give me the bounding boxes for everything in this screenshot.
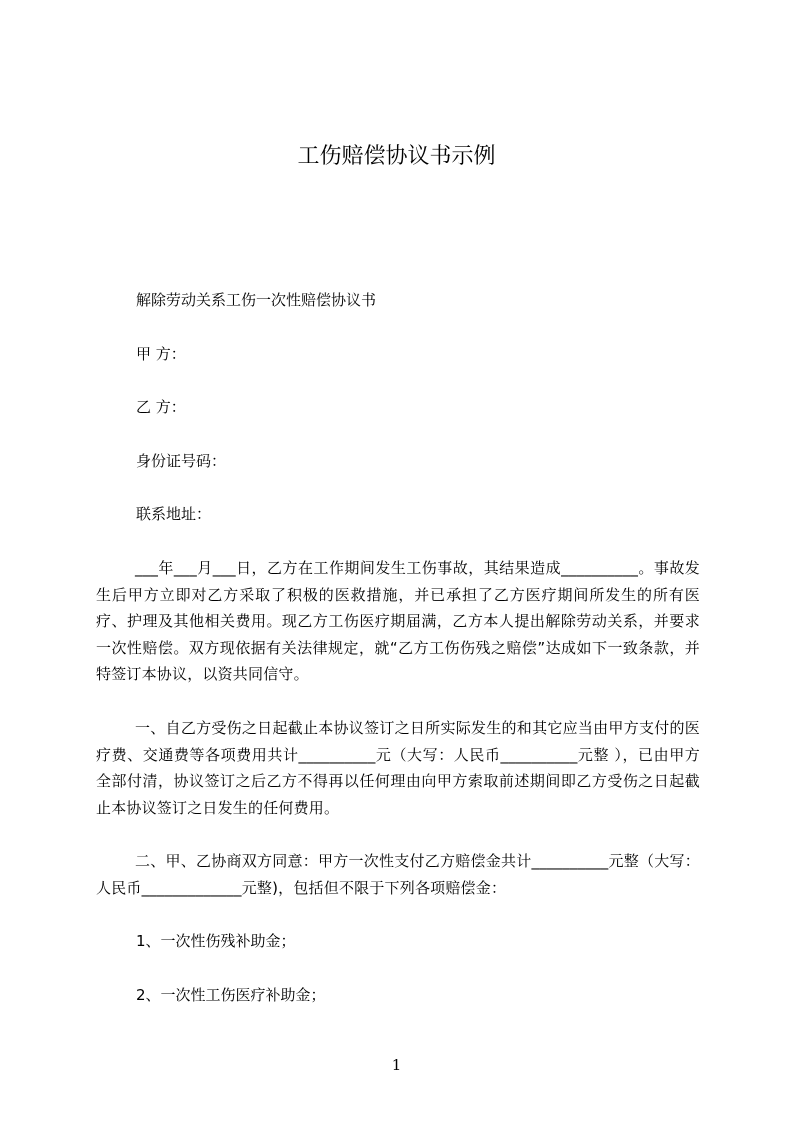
agreement-subtitle: 解除劳动关系工伤一次性赔偿协议书 [136,291,377,309]
document-title: 工伤赔偿协议书示例 [297,144,496,169]
id-number-label: 身份证号码： [136,452,227,470]
list-item: 1、一次性伤残补助金； [136,932,296,950]
clause-one-paragraph: 一、自乙方受伤之日起截止本协议签订之日所实际发生的和其它应当由甲方支付的医疗费、交通费等各项费用共计__________元（大写：人民币__________元整 ），已由甲方全部付清，协议签订之后乙方不得再以任何理由向甲方索取前述期间即乙方受伤之日起截止本协议签订之日发生的任何费用。 [96,719,700,817]
party-a-label: 甲 方： [136,345,186,363]
clause-two-paragraph: 二、甲、乙协商双方同意：甲方一次性支付乙方赔偿金共计__________元整（大写： 人民币_____________元整)，包括但不限于下列各项赔偿金： [96,852,700,897]
list-item: 2、一次性工伤医疗补助金； [136,986,326,1004]
incident-paragraph: ___年___月___日，乙方在工作期间发生工伤事故，其结果造成__________。事故发生后甲方立即对乙方采取了积极的医救措施，并已承担了乙方医疗期间所发生的所有医疗、护理及其他相关费用。现乙方工伤医疗期届满，乙方本人提出解除劳动关系，并要求一次性赔偿。双方现依据有关法律规定，就“乙方工伤伤残之赔偿”达成如下一致条款，并特签订本协议，以资共同信守。 [96,559,700,683]
party-b-label: 乙 方： [136,398,186,416]
page-number: 1 [391,1056,402,1074]
address-label: 联系地址： [136,505,212,523]
